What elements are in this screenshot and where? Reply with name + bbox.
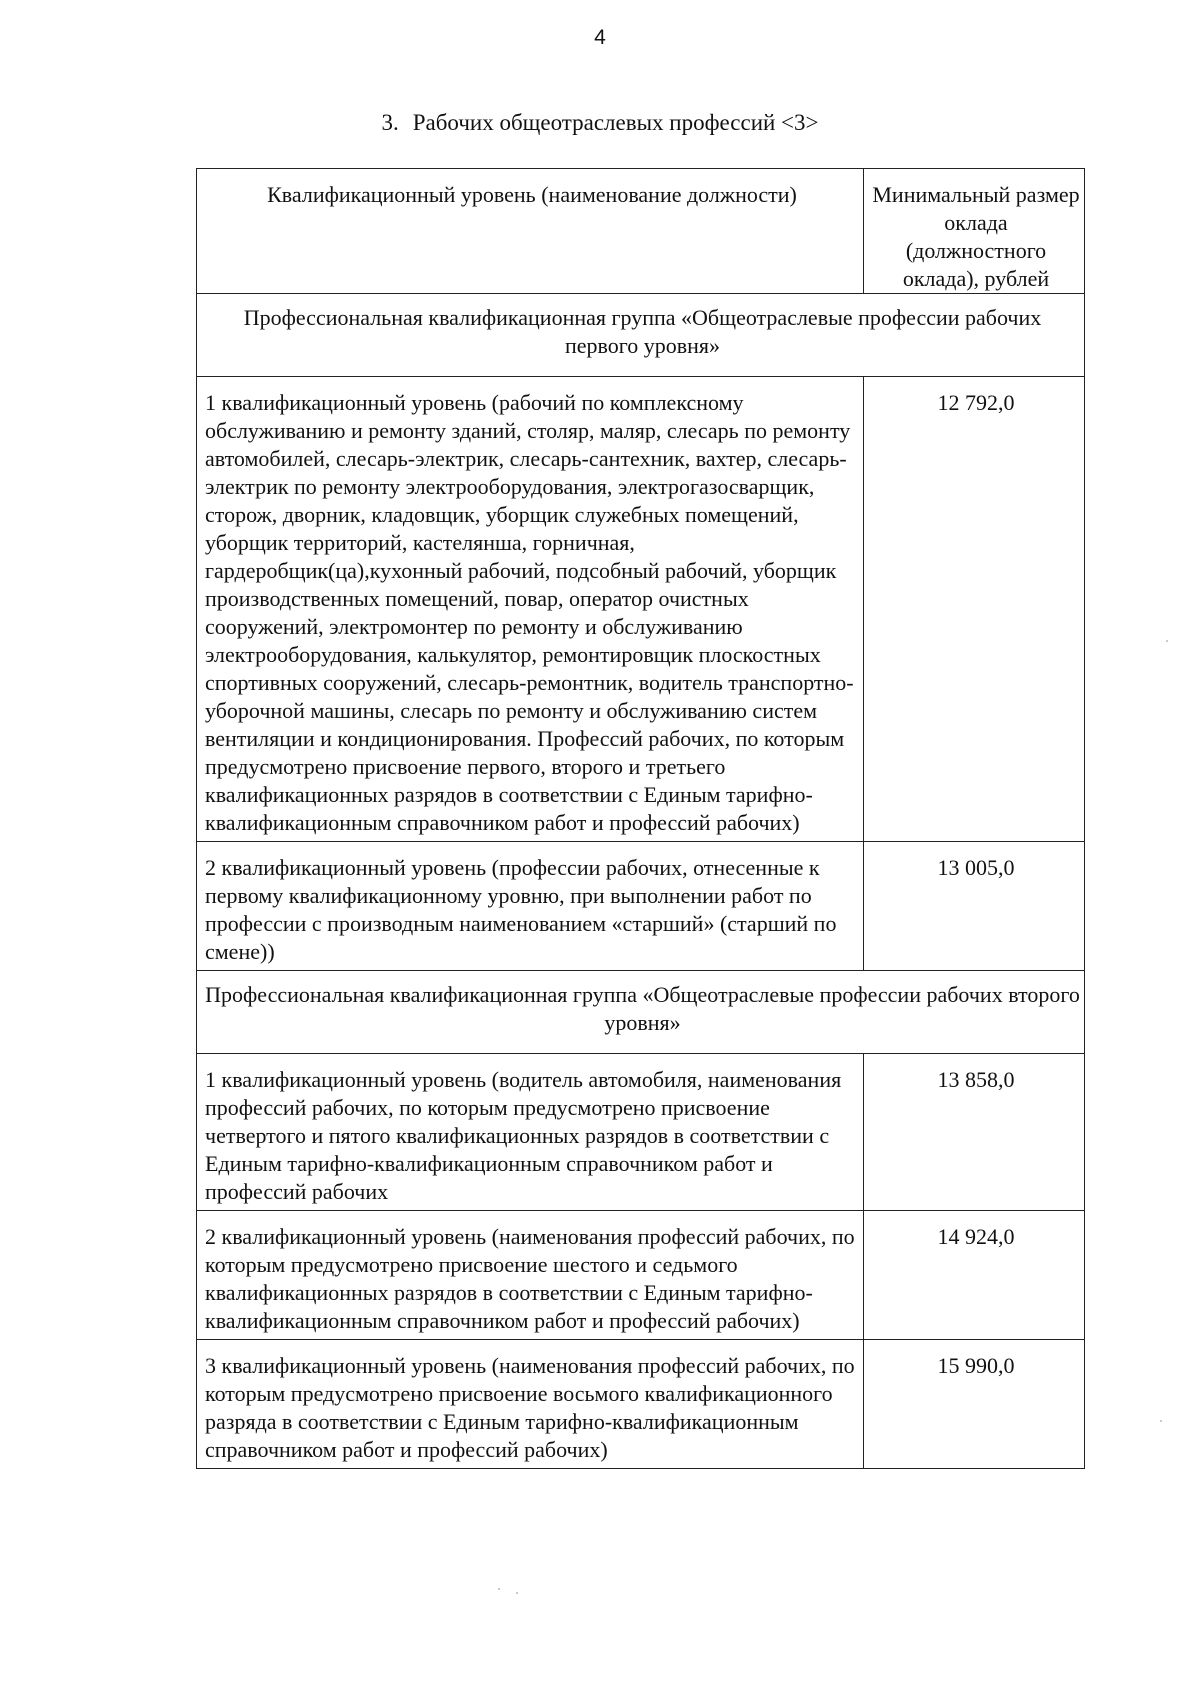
- header-level: Квалификационный уровень (наименование должности): [197, 169, 864, 294]
- page-number: 4: [594, 26, 606, 49]
- table-header-row: [197, 169, 1085, 294]
- group-title-second-level: Профессиональная квалификационная группа «Общеотраслевые профессии рабочих второго уровня»: [197, 971, 1085, 1054]
- group-row: [197, 294, 1085, 377]
- level-description: 1 квалификационный уровень (водитель автомобиля, наименования профессий рабочих, по которым предусмотрено присвоение четвертого и пятого квалификационных разрядов в соответствии с Единым тарифно-квалификационным справочником работ и профессий рабочих: [197, 1054, 864, 1211]
- table-row: [197, 842, 1085, 971]
- level-description: 3 квалификационный уровень (наименования профессий рабочих, по которым предусмотрено присвоение восьмого квалификационного разряда в соответствии с Единым тарифно-квалификационным справочником работ и профессий рабочих): [197, 1340, 864, 1469]
- salary-value: 13 858,0: [864, 1054, 1085, 1211]
- scan-speck: [516, 1592, 518, 1594]
- salary-value: 14 924,0: [864, 1211, 1085, 1340]
- section-title-text: Рабочих общеотраслевых профессий <3>: [412, 110, 819, 135]
- level-description: 1 квалификационный уровень (рабочий по комплексному обслуживанию и ремонту зданий, столяр, маляр, слесарь по ремонту автомобилей, слесарь-электрик, слесарь-сантехник, вахтер, слесарь-электрик по ремонту электрооборудования, электрогазосварщик, сторож, дворник, кладовщик, уборщик служебных помещений, уборщик территорий, кастелянша, горничная, гардеробщик(ца),кухонный рабочий, подсобный рабочий, уборщик производственных помещений, повар, оператор очистных сооружений, электромонтер по ремонту и обслуживанию электрооборудования, калькулятор, ремонтировщик плоскостных спортивных сооружений, слесарь-ремонтник, водитель транспортно-уборочной машины, слесарь по ремонту и обслуживанию систем вентиляции и кондиционирования. Профессий рабочих, по которым предусмотрено присвоение первого, второго и третьего квалификационных разрядов в соответствии с Единым тарифно-квалификационным справочником работ и профессий рабочих): [197, 377, 864, 842]
- section-title: [0, 110, 1200, 136]
- header-salary: Минимальный размер оклада (должностного оклада), рублей: [864, 169, 1085, 294]
- salary-value: 12 792,0: [864, 377, 1085, 842]
- salary-value: 13 005,0: [864, 842, 1085, 971]
- salary-value: 15 990,0: [864, 1340, 1085, 1469]
- level-description: 2 квалификационный уровень (наименования профессий рабочих, по которым предусмотрено присвоение шестого и седьмого квалификационных разрядов в соответствии с Единым тарифно-квалификационным справочником работ и профессий рабочих): [197, 1211, 864, 1340]
- level-description: 2 квалификационный уровень (профессии рабочих, отнесенные к первому квалификационному уровню, при выполнении работ по профессии с производным наименованием «старший» (старший по смене)): [197, 842, 864, 971]
- scan-speck: [1166, 640, 1168, 642]
- table-row: [197, 377, 1085, 842]
- scan-speck: [498, 1588, 500, 1590]
- section-number: 3.: [381, 110, 399, 135]
- table-row: [197, 1054, 1085, 1211]
- salary-table: [196, 168, 1085, 1469]
- table-row: [197, 1340, 1085, 1469]
- group-row: [197, 971, 1085, 1054]
- scan-speck: [1160, 1420, 1162, 1422]
- table-row: [197, 1211, 1085, 1340]
- group-title-first-level: Профессиональная квалификационная группа «Общеотраслевые профессии рабочих первого уровня»: [197, 294, 1085, 377]
